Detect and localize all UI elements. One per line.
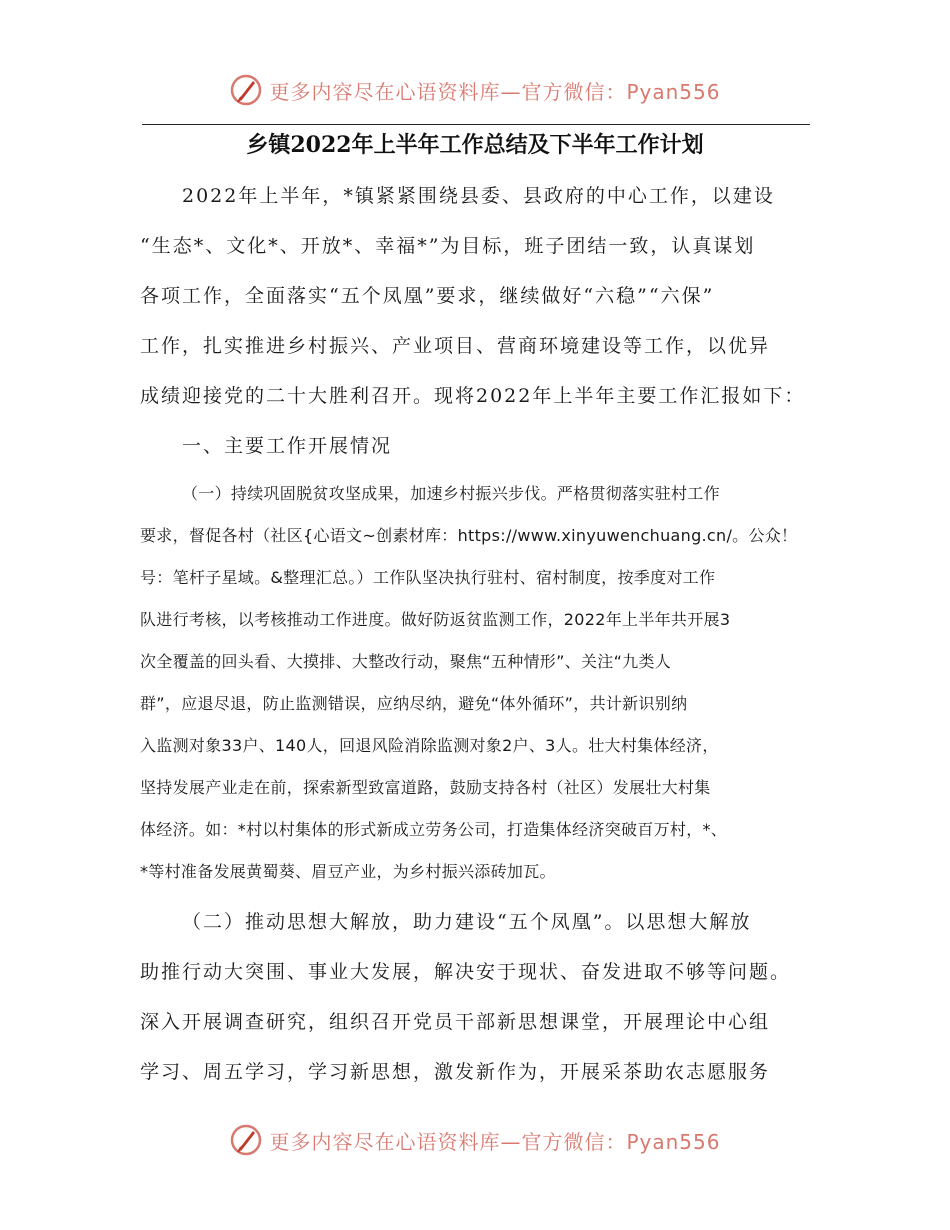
title-divider <box>142 124 810 125</box>
body-line: 坚持发展产业走在前，探索新型致富道路，鼓励支持各村（社区）发展壮大村集 <box>140 778 711 797</box>
body-line: 深入开展调查研究，组织召开党员干部新思想课堂，开展理论中心组 <box>140 1011 771 1033</box>
section-heading: （二）推动思想大解放，助力建设“五个凤凰”。以思想大解放 <box>182 911 752 933</box>
body-line: 助推行动大突围、事业大发展，解决安于现状、奋发进取不够等问题。 <box>140 961 792 983</box>
body-line: “生态*、文化*、开放*、幸福*”为目标，班子团结一致，认真谋划 <box>140 235 756 257</box>
body-line: 号：笔杆子星域。&整理汇总。）工作队坚决执行驻村、宿村制度，按季度对工作 <box>140 568 716 587</box>
header-banner <box>0 70 950 110</box>
body-line: （一）持续巩固脱贫攻坚成果，加速乡村振兴步伐。严格贯彻落实驻村工作 <box>182 484 720 503</box>
body-line: 成绩迎接党的二十大胜利召开。现将2022年上半年主要工作汇报如下： <box>140 385 806 407</box>
document-title: 乡镇2022年上半年工作总结及下半年工作计划 <box>246 132 704 158</box>
footer-banner-text: 更多内容尽在心语资料库—官方微信：Pyan556 <box>269 1129 721 1154</box>
quill-pen-circle-icon <box>229 1123 263 1157</box>
section-heading: 一、主要工作开展情况 <box>182 435 393 457</box>
body-line: 次全覆盖的回头看、大摸排、大整改行动，聚焦“五种情形”、关注“九类人 <box>140 652 672 671</box>
body-line: 工作，扎实推进乡村振兴、产业项目、营商环境建设等工作，以优异 <box>140 335 771 357</box>
header-banner-text: 更多内容尽在心语资料库—官方微信：Pyan556 <box>269 79 721 104</box>
footer-banner <box>0 1120 950 1160</box>
body-line: 学习、周五学习，学习新思想，激发新作为，开展采茶助农志愿服务 <box>140 1061 771 1083</box>
body-line: 群”，应退尽退，防止监测错误，应纳尽纳，避免“体外循环”，共计新识别纳 <box>140 694 688 713</box>
body-line: 要求，督促各村（社区{心语文~创素材库：https://www.xinyuwenchuang.cn/。公众！ <box>140 526 798 545</box>
body-line: 2022年上半年，*镇紧紧围绕县委、县政府的中心工作，以建设 <box>182 185 775 207</box>
body-line: 入监测对象33户、140人，回退风险消除监测对象2户、3人。壮大村集体经济， <box>140 736 719 755</box>
body-line: 各项工作，全面落实“五个凤凰”要求，继续做好“六稳”“六保” <box>140 285 715 307</box>
body-line: 队进行考核，以考核推动工作进度。做好防返贫监测工作，2022年上半年共开展3 <box>140 610 731 629</box>
body-line: 体经济。如：*村以村集体的形式新成立劳务公司，打造集体经济突破百万村，*、 <box>140 820 728 839</box>
quill-pen-circle-icon <box>229 73 263 107</box>
body-line: *等村准备发展黄蜀葵、眉豆产业，为乡村振兴添砖加瓦。 <box>140 862 556 881</box>
